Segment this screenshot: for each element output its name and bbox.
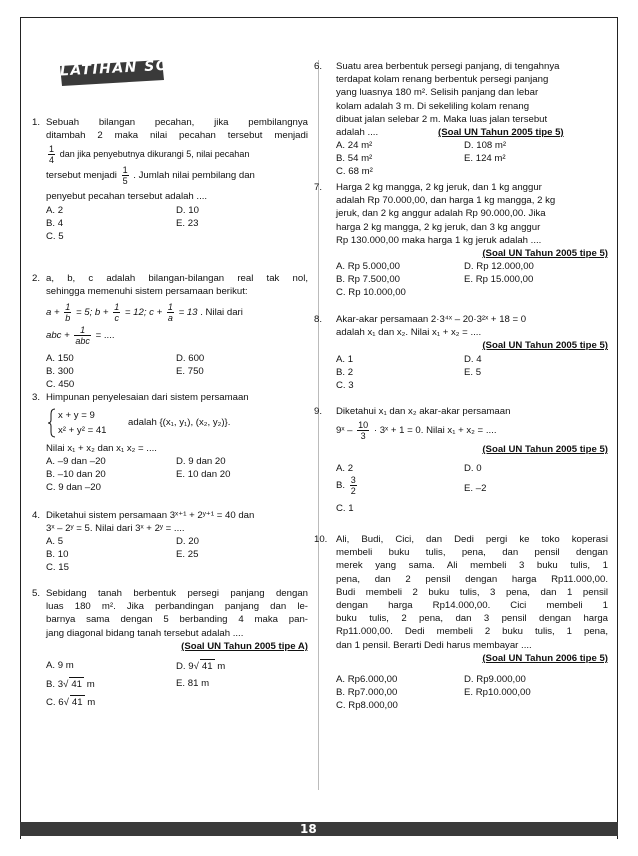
page-number: 18 (300, 822, 317, 836)
question-text: Budi membeli 2 buku tulis, 3 pena, dan 1 pensil (336, 586, 608, 598)
source-note: (Soal UN Tahun 2005 tipe 5) (482, 444, 608, 456)
column-divider (318, 60, 319, 790)
question-3 (32, 391, 308, 495)
option-a[interactable]: A. Rp 5.000,00 (336, 261, 401, 273)
option-d[interactable]: D. 600 (176, 353, 205, 365)
question-text: membeli buku tulis, pena, dan pensil dengan (336, 547, 608, 559)
footer-bar (20, 822, 618, 836)
option-c[interactable]: C. 68 m² (336, 166, 373, 178)
question-number: 4. (32, 510, 41, 521)
question-text: terdapat kolam renang berbentuk persegi panjang (336, 74, 549, 86)
option-a[interactable]: A. 9 m (46, 660, 74, 672)
option-b[interactable]: B. 2 (336, 366, 354, 378)
question-text: adalah x₁ dan x₂. Nilai x₁ + x₂ = .... (336, 327, 482, 339)
question-number: 9. (314, 406, 323, 417)
question-text: Himpunan penyelesaian dari sistem persamaan (46, 392, 249, 403)
option-e[interactable]: E. Rp10.000,00 (464, 687, 531, 699)
question-text: harga 2 kg mangga, 2 kg jeruk, dan 3 kg anggur (336, 221, 541, 233)
question-text: luas 180 m². Jika perbandingan panjang dan le- (46, 601, 308, 613)
option-e[interactable]: E. 10 dan 20 (176, 469, 231, 481)
question-text: dibuat jalan selebar 2 m. Maka luas jalan tersebut (336, 113, 548, 125)
option-b[interactable]: B. 3√ 41 m (46, 679, 95, 691)
question-9 (314, 405, 608, 515)
option-c[interactable]: C. 5 (46, 230, 64, 242)
question-text: Sebuah bilangan pecahan, jika pembilangnya (46, 117, 308, 128)
option-a[interactable]: A. –9 dan –20 (46, 456, 106, 468)
option-c[interactable]: C. 1 (336, 503, 354, 515)
option-e[interactable]: E. Rp 15.000,00 (464, 274, 534, 286)
question-number: 7. (314, 182, 323, 193)
option-d[interactable]: D. 4 (464, 353, 482, 365)
question-text: barnya sama dengan 5 berbanding 4 maka pan- (46, 614, 308, 626)
option-c[interactable]: C. 15 (46, 562, 69, 574)
option-e[interactable]: E. 750 (176, 366, 204, 378)
option-b[interactable]: B. 300 (46, 366, 74, 378)
question-text: Rp 130.000,00 maka harga 1 kg jeruk adalah .... (336, 234, 542, 246)
option-b[interactable]: B. Rp 7.500,00 (336, 274, 401, 286)
section-title: LATIHAN SOAL (59, 56, 193, 80)
question-text: pena, dan 2 pensil dengan harga Rp11.000,00. (336, 573, 608, 585)
option-c[interactable]: C. Rp 10.000,00 (336, 287, 406, 299)
source-note: (Soal UN Tahun 2005 tipe A) (181, 640, 308, 652)
question-number: 6. (314, 61, 323, 72)
question-text: Suatu area berbentuk persegi panjang, di tengahnya (336, 61, 560, 72)
option-c[interactable]: C. 6√ 41 m (46, 697, 96, 709)
option-a[interactable]: A. 2 (46, 204, 64, 216)
option-e[interactable]: E. 81 m (176, 678, 210, 690)
source-note: (Soal UN Tahun 2005 tipe 5) (482, 340, 608, 352)
answer-options (336, 673, 608, 713)
option-e[interactable]: E. 25 (176, 549, 199, 561)
source-note: (Soal UN Tahun 2005 tipe 5) (438, 127, 564, 139)
question-text: Akar-akar persamaan 2·3⁴ˣ – 20·3²ˣ + 18 = 0 (336, 314, 527, 325)
answer-options (336, 462, 608, 515)
question-5 (32, 587, 308, 715)
equation-line-1: a + $\frac{1}{b}$ = 5; b + $\frac{1}{c}$ = 12; c + $\frac{1}{a}$ = 13 . Nilai dari (46, 302, 243, 324)
option-d[interactable]: D. 0 (464, 463, 482, 475)
answer-options (336, 353, 608, 393)
answer-options (336, 260, 608, 300)
question-number: 10. (314, 534, 328, 545)
question-10 (314, 533, 608, 713)
fraction: $\frac{1}{4}$ (49, 144, 55, 166)
option-c[interactable]: C. 9 dan –20 (46, 482, 101, 494)
question-text: penyebut pecahan tersebut adalah .... (46, 191, 208, 203)
option-d[interactable]: D. 9 dan 20 (176, 456, 226, 468)
question-text: ditambah 2 maka nilai pecahan tersebut menjadi (46, 130, 308, 142)
question-text: Harga 2 kg mangga, 2 kg jeruk, dan 1 kg anggur (336, 182, 542, 193)
option-d[interactable]: D. 10 (176, 204, 199, 216)
option-a[interactable]: A. 150 (46, 353, 74, 365)
source-note: (Soal UN Tahun 2005 tipe 5) (482, 248, 608, 260)
question-text: jang diagonal bidang tanah tersebut adalah .... (46, 627, 244, 639)
option-e[interactable]: E. –2 (464, 483, 487, 495)
question-6 (314, 60, 608, 179)
option-b[interactable]: B. $\frac{3}{2}$ (336, 475, 356, 497)
question-text: adalah Rp 70.000,00, dan harga 1 kg mangga, 2 kg (336, 195, 556, 207)
option-d[interactable]: D. Rp9.000,00 (464, 674, 526, 686)
question-text: dan jika penyebutnya dikurangi 5, nilai pecahan (59, 149, 250, 160)
answer-options (46, 352, 308, 392)
question-number: 2. (32, 273, 41, 284)
question-text: 9ˣ – $\frac{10}{3}$ · 3ˣ + 1 = 0. Nilai x₁ + x₂ = .... (336, 420, 497, 442)
option-d[interactable]: D. 9√ 41 m (176, 661, 226, 673)
question-text: jeruk, dan 2 kg anggur adalah Rp 90.000,00. Jika (336, 208, 546, 220)
option-a[interactable]: A. 2 (336, 463, 354, 475)
option-b[interactable]: B. 4 (46, 217, 64, 229)
question-7 (314, 181, 608, 300)
option-b[interactable]: B. Rp7.000,00 (336, 687, 398, 699)
question-text: Diketahui sistem persamaan 3ˣ⁺¹ + 2ʸ⁺¹ = 40 dan (46, 510, 255, 521)
answer-options (46, 535, 308, 575)
question-text: dengan harga Rp14.000,00. Cici membeli 1 (336, 600, 608, 612)
option-e[interactable]: E. 5 (464, 366, 482, 378)
option-d[interactable]: D. 20 (176, 536, 199, 548)
question-text: Sebidang tanah berbentuk persegi panjang dengan (46, 588, 308, 599)
question-8 (314, 313, 608, 393)
question-text: Nilai x₁ + x₂ dan x₁ x₂ = .... (46, 443, 157, 455)
question-number: 8. (314, 314, 323, 325)
fraction: $\frac{1}{5}$ (122, 165, 128, 187)
option-c[interactable]: C. Rp8.000,00 (336, 700, 398, 712)
equation-line-2: abc + $\frac{1}{\text{abc}}$ = .... (46, 325, 115, 347)
question-text: merek yang sama. Ali membeli 3 buku tulis, 1 (336, 560, 608, 572)
option-c[interactable]: C. 3 (336, 379, 354, 391)
answer-options (336, 139, 608, 179)
question-text: Rp11.000,00. Dedi membeli 2 buku tulis, 1 pena, (336, 626, 608, 638)
question-text: dan 1 pensil. Berarti Dedi harus membayar .... (336, 639, 532, 651)
question-number: 1. (32, 117, 41, 128)
source-note: (Soal UN Tahun 2006 tipe 5) (482, 652, 608, 664)
answer-options (46, 455, 308, 495)
option-d[interactable]: D. 108 m² (464, 140, 507, 152)
question-number: 5. (32, 588, 41, 599)
question-text: kolam adalah 3 m. Di sekeliling kolam renang (336, 100, 530, 112)
question-text: tersebut menjadi (46, 170, 117, 182)
option-b[interactable]: B. 54 m² (336, 153, 373, 165)
brace-icon (48, 408, 56, 438)
option-e[interactable]: E. 23 (176, 217, 199, 229)
question-4 (32, 509, 308, 575)
question-text: Ali, Budi, Cici, dan Dedi pergi ke toko koperasi (336, 534, 608, 545)
question-text: adalah .... (336, 127, 379, 139)
answer-options (46, 204, 308, 244)
question-text: sehingga memenuhi sistem persamaan berikut: (46, 286, 248, 298)
question-text: buku tulis, 2 pena, dan 3 pensil dengan harga (336, 613, 608, 625)
option-a[interactable]: A. Rp6.000,00 (336, 674, 398, 686)
option-b[interactable]: B. –10 dan 20 (46, 469, 106, 481)
option-a[interactable]: A. 1 (336, 353, 354, 365)
option-d[interactable]: D. Rp 12.000,00 (464, 261, 534, 273)
question-text: yang luasnya 180 m². Selisih panjang dan lebar (336, 87, 539, 99)
answer-options (46, 659, 308, 715)
question-text: Diketahui x₁ dan x₂ akar-akar persamaan (336, 406, 511, 417)
question-text: 3ˣ – 2ʸ = 5. Nilai dari 3ˣ + 2ʸ = .... (46, 523, 185, 535)
question-2 (32, 272, 308, 392)
option-b[interactable]: B. 10 (46, 549, 69, 561)
option-a[interactable]: A. 24 m² (336, 140, 373, 152)
question-text: . Jumlah nilai pembilang dan (133, 170, 255, 182)
question-1 (32, 116, 308, 244)
question-text: a, b, c adalah bilangan-bilangan real tak nol, (46, 273, 308, 284)
option-e[interactable]: E. 124 m² (464, 153, 506, 165)
question-number: 3. (32, 392, 41, 403)
option-c[interactable]: C. 450 (46, 379, 75, 391)
option-a[interactable]: A. 5 (46, 536, 64, 548)
equation-system: x + y = 9 x² + y² = 41 adalah {(x₁, y₁), (x₂, y₂)}. (46, 408, 308, 440)
